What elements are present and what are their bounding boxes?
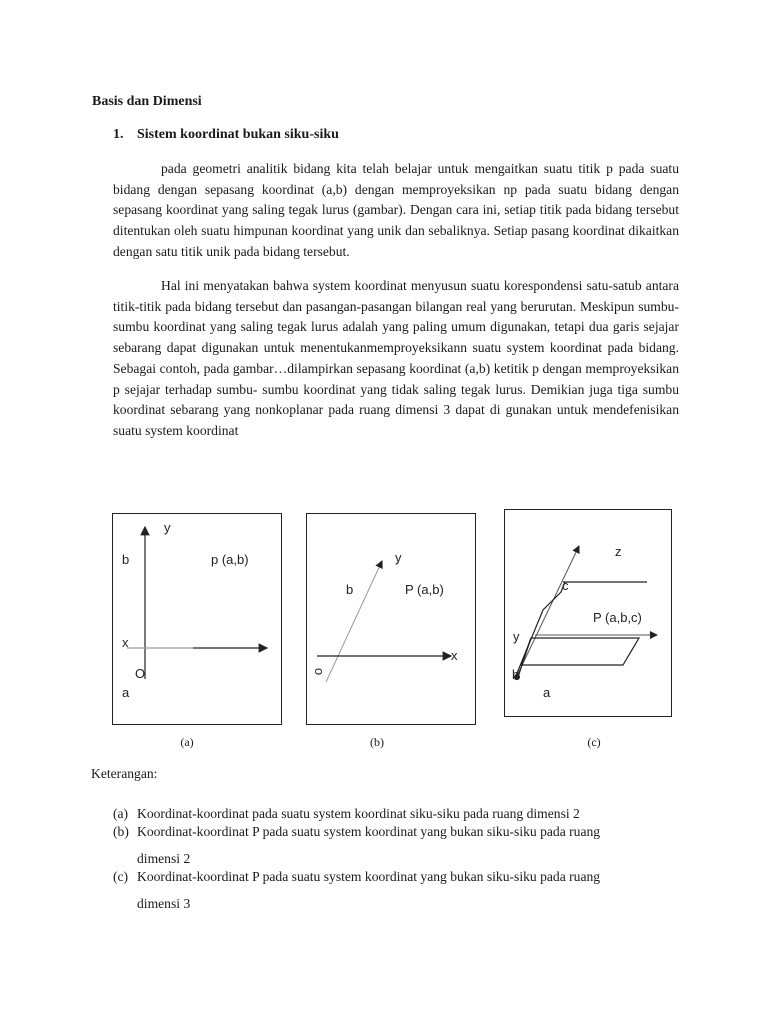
note-text-continued: dimensi 3 (137, 896, 191, 911)
figure-b-oblique-axes (306, 513, 476, 725)
notes-heading: Keterangan: (91, 766, 158, 781)
y-axis-label: y (513, 629, 520, 644)
note-item-b (113, 823, 673, 868)
base-plane (521, 638, 639, 665)
figure-c-3d-oblique-axes (504, 509, 672, 717)
figure-a-rectangular-axes (112, 513, 282, 725)
figure-b-drawing (307, 514, 475, 724)
note-text: Koordinat-koordinat pada suatu system koordinat siku-siku pada ruang dimensi 2 (137, 806, 580, 821)
note-text: Koordinat-koordinat P pada suatu system koordinat yang bukan siku-siku pada ruang (137, 824, 601, 839)
note-item-c (113, 868, 673, 913)
section-number: 1. (113, 127, 124, 142)
oblique-y-axis (326, 561, 382, 682)
figure-a-drawing (113, 514, 281, 724)
x-axis-label: x (122, 635, 129, 650)
note-text: Koordinat-koordinat P pada suatu system koordinat yang bukan siku-siku pada ruang (137, 869, 601, 884)
a-label: a (543, 685, 551, 700)
figure-a-caption: (a) (180, 735, 194, 749)
b-label: b (122, 552, 130, 567)
y-axis-label: y (395, 550, 402, 565)
figure-c-caption: (c) (587, 735, 601, 749)
figure-b-caption: (b) (370, 735, 384, 749)
paragraph-1: pada geometri analitik bidang kita telah belajar untuk mengaitkan suatu titik p pada suatu bidang dengan sepasang koordinat (a,b) dengan memproyeksikan np pada suatu bidang dengan sepasang koordinat yang saling tegak lurus (gambar). Dengan cara ini, setiap titik pada bidang tersebut ditentukan oleh suatu himpunan koordinat yang unik dan sebaliknya. Setiap pasang koordinat dikaitkan dengan satu titik unik pada bidang tersebut. (113, 161, 679, 259)
b-label: b (346, 582, 354, 597)
z-axis-label: z (615, 544, 622, 559)
point-label: P (a,b) (405, 582, 444, 597)
y-axis-label: y (164, 520, 171, 535)
note-text-continued: dimensi 2 (137, 851, 191, 866)
note-tag: (b) (113, 824, 129, 839)
note-tag: (a) (113, 806, 129, 821)
figure-c-drawing (505, 510, 671, 716)
section-heading (113, 127, 339, 143)
note-item-a (113, 805, 673, 823)
section-title: Sistem koordinat bukan siku-siku (137, 127, 339, 142)
point-label: P (a,b,c) (593, 610, 642, 625)
x-axis-label: x (451, 648, 458, 663)
z-axis (515, 546, 579, 680)
a-label: a (122, 685, 130, 700)
origin-label: O (135, 666, 146, 681)
origin-label: o (310, 667, 326, 676)
document-title: Basis dan Dimensi (92, 94, 202, 109)
note-tag: (c) (113, 869, 129, 884)
c-label: c (562, 578, 569, 593)
b-label: b (512, 667, 520, 682)
paragraph-2: Hal ini menyatakan bahwa system koordinat menyusun suatu korespondensi satu-satub antara titik-titik pada bidang tersebut dan pasangan-pasangan bilangan real yang berurutan. Meskipun sumbu- sumbu koordinat yang saling tegak lurus adalah yang paling umum digunakan, tetapi dua garis sejajar sebarang dapat digunakan untuk menentukanmemproyeksikann suatu system koordinat pada bidang. Sebagai contoh, pada gambar…dilampirkan sepasang koordinat (a,b) ketitik p dengan memproyeksikan p sejajar terhadap sumbu- sumbu koordinat yang tidak saling tegak lurus. Demikian juga tiga sumbu koordinat sebarang yang nonkoplanar pada ruang dimensi 3 dapat di gunakan untuk mendefenisikan suatu system koordinat (113, 278, 679, 438)
point-label: p (a,b) (211, 552, 249, 567)
